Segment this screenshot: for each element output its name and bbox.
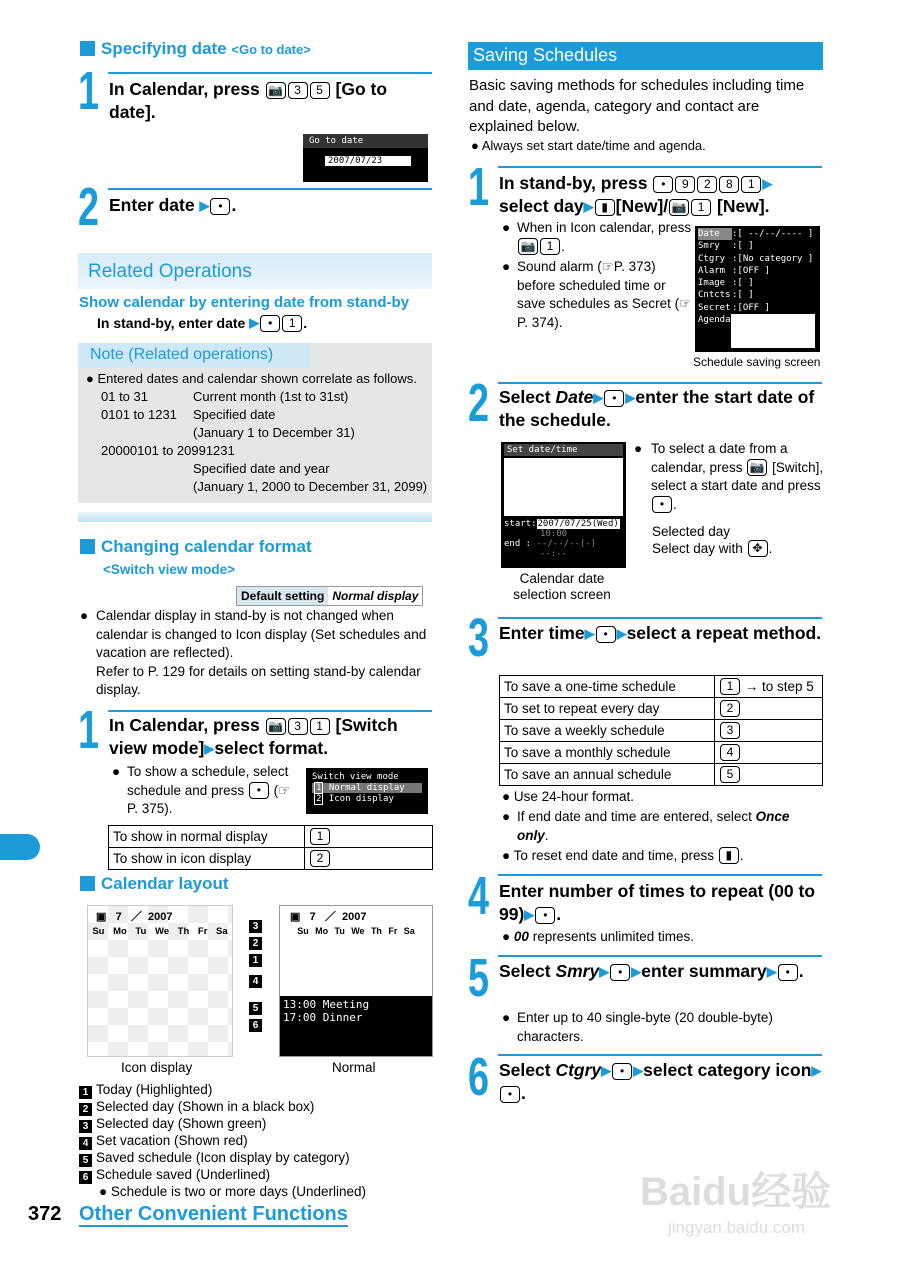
step-save-2: Select Date▶ • ▶enter the start date of the schedule. [499, 387, 815, 430]
step-save-1: In stand-by, press • 9 2 8 1 ▶ select day▶ ▮ [New]/ 📷 1 [New]. [499, 173, 773, 216]
screen-item-normal[interactable]: 1 Normal display [312, 783, 422, 793]
step-number: 5 [468, 948, 490, 1008]
event-list: 13:00 Meeting 17:00 Dinner [280, 996, 432, 1056]
step-save-5: Select Smry▶ • ▶enter summary▶ • . [499, 961, 804, 981]
step3-bullet-1: ● Use 24-hour format. [502, 789, 634, 804]
format-subtitle: <Switch view mode> [103, 562, 236, 577]
table-row: To save a weekly schedule 3 [500, 720, 823, 742]
step-number: 3 [468, 608, 490, 668]
schedule-screen-caption: Schedule saving screen [693, 355, 821, 369]
table-row: To show in normal display 1 [109, 826, 433, 848]
date-selection-screen: Set date/time start:2007/07/25(Wed) 10:00 end : --/--/--(-) --:-- [501, 442, 626, 568]
note-table: 01 to 31 Current month (1st to 31st) 0101 to 1231 Specified date (January 1 to December 31) 20000101 to 20991231 Specified date and year (January 1, 2000 to December 31, 2099) [101, 389, 428, 494]
step-divider [108, 72, 432, 74]
section-title-changing-format: Changing calendar format [80, 537, 312, 557]
section-title-specifying-date [80, 39, 311, 59]
icon-calendar: ▣ 7 ／ 2007 Su Mo Tu We Th Fr Sa [87, 905, 233, 1057]
step-save-3: Enter time▶ • ▶select a repeat method. [499, 623, 822, 643]
table-row: To save a monthly schedule 4 [500, 742, 823, 764]
goto-date-screen [303, 134, 428, 182]
arrow-icon: ▶ [199, 198, 210, 213]
step-divider [498, 166, 822, 168]
step-divider [108, 710, 432, 712]
note-bullet: ● Entered dates and calendar shown correlate as follows. [86, 371, 417, 386]
default-setting-box: Default setting Normal display [236, 586, 423, 606]
section-title-text: Specifying date [101, 39, 227, 58]
step-number: 2 [468, 373, 490, 433]
key-5: 5 [310, 82, 330, 99]
schedule-saving-screen: Date :[ --/--/---- ] Smry :[ ] Ctgry :[No category ] Alarm :[OFF ] Image :[ ] Cntcts:[ ] Secret:[OFF ] Agenda [695, 226, 820, 352]
calendar-legend: 1 Today (Highlighted) 2 Selected day (Shown in a black box) 3 Selected day (Shown green) 4 Set vacation (Shown red) 5 Saved schedule (Icon display by category) 6 Schedule saved (Underlined) ● Schedule is two or more days (Underlined) [79, 1082, 366, 1200]
step-number: 1 [78, 61, 100, 121]
divider-bar [78, 512, 432, 522]
format-bullet: ● Calendar display in stand-by is not changed when calendar is changed to Icon display (Set schedules and vacation are reflected). Refer to P. 129 for details on setting stand-by calendar display. [80, 608, 427, 697]
format-sub-bullet: ● To show a schedule, select schedule and press • (☞P. 375). [112, 764, 291, 816]
step4-bullet: ● 00 represents unlimited times. [502, 929, 695, 944]
callouts: 3 2 1 4 5 6 [249, 920, 266, 1032]
center-key: • [210, 198, 230, 215]
caption-icon-display: Icon display [121, 1060, 193, 1075]
step-save-6: Select Ctgry▶ • ▶select category icon▶• . [499, 1060, 822, 1103]
section-square-icon [80, 41, 95, 56]
key-3: 3 [288, 82, 308, 99]
normal-calendar: ▣ 7 ／ 2007 Su Mo Tu We Th Fr Sa 13:00 Meeting 17:00 Dinner [279, 905, 433, 1057]
step5-bullet: ● Enter up to 40 single-byte (20 double-byte) characters. [502, 1010, 773, 1044]
format-table [108, 825, 433, 870]
saving-schedules-header: Saving Schedules [473, 45, 618, 65]
related-subheading: Show calendar by entering date from stand-by [79, 294, 410, 311]
related-line: In stand-by, enter date ▶ • 1 . [97, 315, 308, 331]
related-operations-header: Related Operations [88, 261, 252, 282]
agenda-field[interactable] [731, 314, 815, 348]
caption-normal: Normal [332, 1060, 376, 1075]
selected-day-note: Selected day Select day with ✥ . [652, 524, 773, 556]
step-divider [498, 1054, 822, 1056]
intro-text: Basic saving methods for schedules including time and date, agenda, category and contact are explained below. [469, 77, 805, 135]
step1-bullet-2: ● Sound alarm (☞P. 373) before scheduled time or save schedules as Secret (☞P. 374). [502, 259, 692, 330]
step-goto-2: Enter date ▶ • . [109, 195, 237, 215]
note-title: Note (Related operations) [90, 346, 274, 363]
switch-view-screen: Switch view mode 1 Normal display 2 Icon display [306, 768, 428, 814]
screen-title: Go to date [303, 134, 428, 148]
step2-bullet: ● To select a date from a calendar, press 📷 [Switch], select a start date and press • . [634, 441, 824, 512]
table-row: To show in icon display 2 [109, 848, 433, 870]
step-number: 6 [468, 1047, 490, 1107]
step-number: 1 [468, 157, 490, 217]
step-goto-1: In Calendar, press 📷 3 5 [Go to date]. [109, 79, 388, 122]
step-divider [498, 382, 822, 384]
step-number: 1 [78, 700, 100, 760]
table-row: To set to repeat every day 2 [500, 698, 823, 720]
step3-bullet-3: ● To reset end date and time, press ▮ . [502, 848, 744, 863]
intro-bullet: ● Always set start date/time and agenda. [471, 138, 706, 153]
screen-item-icon[interactable]: 2 Icon display [316, 794, 394, 804]
section-title-calendar-layout: Calendar layout [80, 874, 229, 894]
calendar-screen-caption: Calendar date selection screen [513, 571, 611, 602]
step-number: 4 [468, 866, 490, 926]
camera-key: 📷 [266, 82, 286, 99]
step-divider [498, 955, 822, 957]
step-divider [498, 874, 822, 876]
repeat-table [499, 675, 823, 786]
section-subtitle: <Go to date> [231, 42, 311, 57]
date-field[interactable]: 2007/07/23 [325, 156, 411, 166]
step-divider [108, 188, 432, 190]
step-format-1: In Calendar, press 📷 3 1 [Switch view mode]▶select format. [109, 715, 398, 758]
step-number: 2 [78, 177, 100, 237]
step1-bullet-1: ● When in Icon calendar, press 📷 1 . [502, 220, 692, 254]
table-row: To save a one-time schedule 1 → to step 5 [500, 676, 823, 698]
step-divider [498, 617, 822, 619]
watermark-url: jingyan.baidu.com [668, 1218, 806, 1237]
step3-bullet-2: ● If end date and time are entered, select Once only. [502, 809, 790, 843]
chapter-tab [0, 834, 40, 860]
mini-calendar[interactable] [504, 458, 623, 516]
watermark-brand: Baidu经验 [640, 1170, 832, 1214]
step-save-4: Enter number of times to repeat (00 to 99)▶ • . [499, 881, 816, 924]
table-row: To save an annual schedule 5 [500, 764, 823, 786]
page-number: 372 [28, 1203, 62, 1225]
footer-section-title: Other Convenient Functions [79, 1203, 348, 1225]
